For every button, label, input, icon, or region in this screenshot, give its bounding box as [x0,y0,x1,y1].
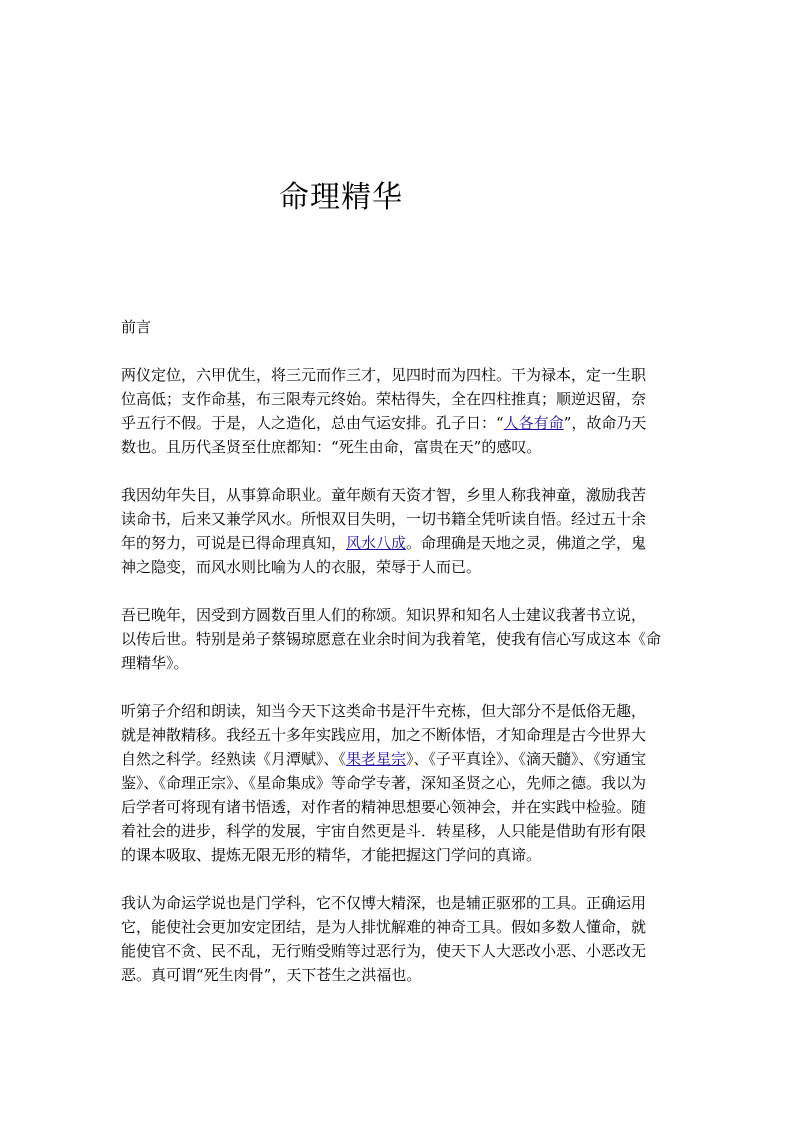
text-line: 恶。真可谓“死生肉骨”，天下苍生之洪福也。 [121,966,422,984]
paragraph-5 [121,891,676,987]
text-line: 我因幼年失目，从事算命职业。童年颇有天资才智，乡里人称我神童，激励我苦 [121,486,647,504]
text-line: 位高低；支作命基，布三限寿元终始。荣枯得失，全在四柱推真；顺逆迟留，奈 [121,390,647,408]
paragraph-2 [121,483,676,579]
text-line: 神之隐变，而风水则比喻为人的衣服，荣辱于人而已。 [121,558,482,576]
text-line: 听第子介绍和朗读，知当今天下这类命书是汗牛充栋，但大部分不是低俗无趣， [121,702,647,720]
text-line: 自然之科学。经熟读《月潭赋》、《果老星宗》、《子平真诠》、《滴天髓》、《穷通宝 [121,750,647,768]
text-line: 吾已晚年，因受到方圆数百里人们的称颂。知识界和知名人士建议我著书立说， [121,606,647,624]
link-guo-lao-xing-zong[interactable]: 果老星宗 [346,750,407,768]
text-line: 着社会的进步，科学的发展，宇宙自然更是斗．转星移，人只能是借助有形有限 [121,822,647,840]
text-line: 读命书，后来又兼学风水。所恨双目失明，一切书籍全凭听读自悟。经过五十余 [121,510,647,528]
text-line: 理精华》。 [121,654,189,672]
text-line: 数也。且历代圣贤至仕庶都知：“死生由命，富贵在天”的感叹。 [121,438,542,456]
text-line: 年的努力，可说是已得命理真知，风水八成。命理确是天地之灵，佛道之学，鬼 [121,534,647,552]
text-line: 的课本吸取、提炼无限无形的精华，才能把握这门学问的真谛。 [121,846,542,864]
text-line: 它，能使社会更加安定团结，是为人排忧解难的神奇工具。假如多数人懂命，就 [121,918,647,936]
text-line: 我认为命运学说也是门学科，它不仅博大精深，也是辅正驱邪的工具。正确运用 [121,894,647,912]
paragraph-3 [121,603,676,675]
text-line: 以传后世。特别是弟子蔡锡琼愿意在业余时间为我着笔，使我有信心写成这本《命 [121,630,662,648]
text-line: 能使官不贪、民不乱，无行贿受贿等过恶行为，使天下人大恶改小恶、小恶改无 [121,942,647,960]
text-line: 后学者可将现有诸书悟透，对作者的精神思想要心领神会，并在实践中检验。随 [121,798,647,816]
paragraph-4 [121,699,676,867]
link-feng-shui-ba-cheng[interactable]: 风水八成 [346,534,407,552]
text-line: 乎五行不假。于是，人之造化，总由气运安排。孔子日：“人各有命”，故命乃天 [121,414,647,432]
document-title: 命理精华 [279,180,403,215]
text-line: 两仪定位，六甲优生，将三元而作三才，见四时而为四柱。干为禄本，定一生职 [121,366,647,384]
text-line: 鉴》、《命理正宗》、《星命集成》等命学专著，深知圣贤之心，先师之德。我以为 [121,774,647,792]
paragraph-1 [121,363,676,459]
link-ren-ge-you-ming[interactable]: 人各有命 [503,414,564,432]
preface-heading: 前言 [121,318,152,336]
text-line: 就是神散精移。我经五十多年实践应用，加之不断体悟，才知命理是古今世界大 [121,726,647,744]
